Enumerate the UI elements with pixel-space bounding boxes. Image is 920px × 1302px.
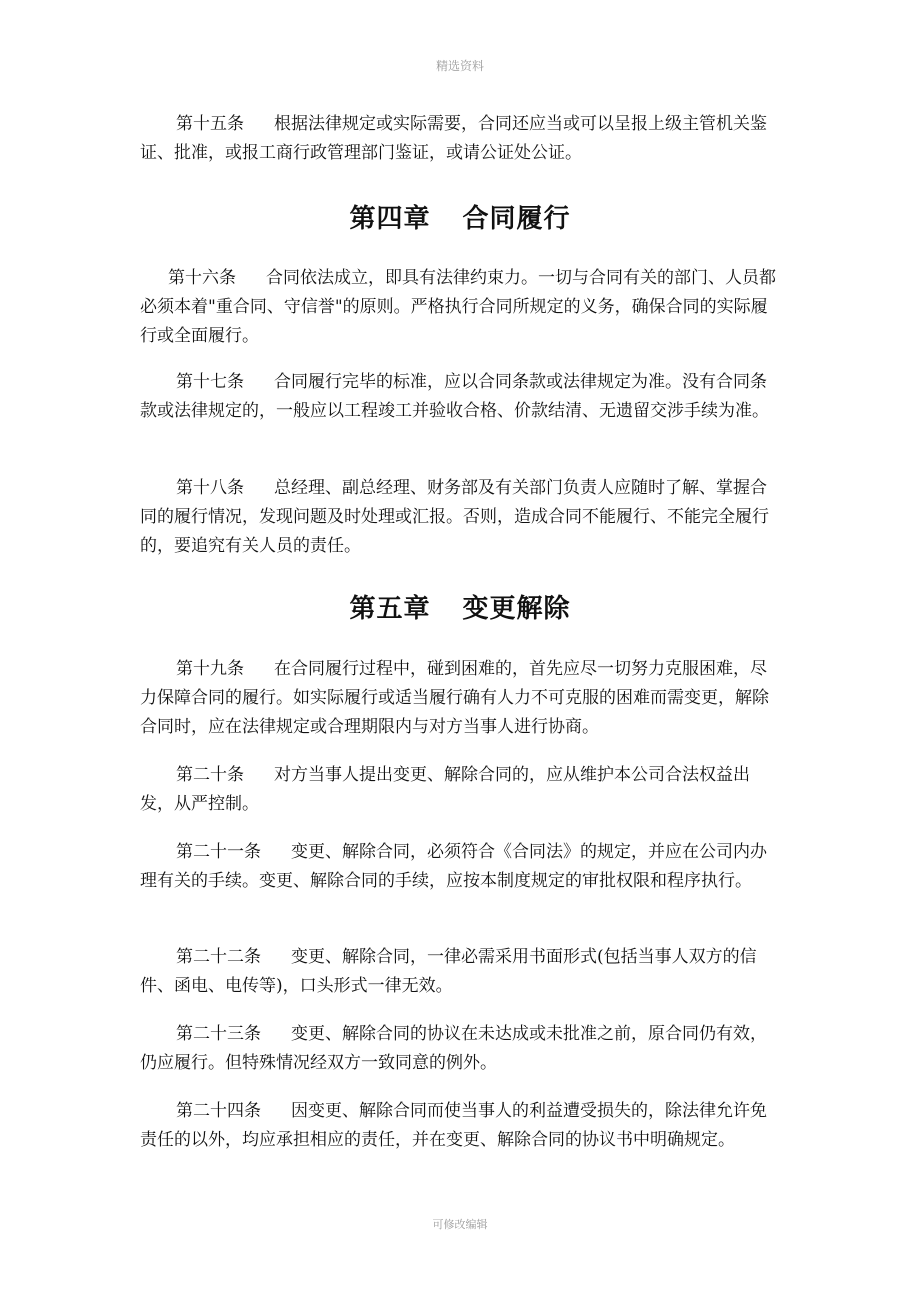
article-22 — [140, 943, 780, 1001]
page-header: 精选资料 — [435, 59, 484, 73]
chapter-number: 第四章 — [349, 204, 431, 234]
article-text: 变更、解除合同的协议在未达成或未批准之前，原合同仍有效，仍应履行。但特殊情况经双方一致同意的例外。 — [140, 1024, 767, 1073]
article-number: 第二十条 — [176, 765, 244, 785]
chapter-title: 变更解除 — [462, 594, 571, 624]
article-17 — [140, 368, 780, 426]
article-text: 总经理、副总经理、财务部及有关部门负责人应随时了解、掌握合同的履行情况，发现问题及时处理或汇报。否则，造成合同不能履行、不能完全履行的，要追究有关人员的责任。 — [140, 478, 769, 556]
article-number: 第十六条 — [168, 268, 236, 288]
chapter-number: 第五章 — [349, 594, 431, 624]
article-number: 第十八条 — [176, 478, 244, 498]
article-text: 合同依法成立，即具有法律约束力。一切与合同有关的部门、人员都必须本着"重合同、守信誉"的原则。严格执行合同所规定的义务，确保合同的实际履行或全面履行。 — [140, 268, 776, 346]
article-24 — [140, 1097, 780, 1155]
article-20 — [140, 761, 780, 819]
chapter-title: 合同履行 — [462, 204, 571, 234]
article-text: 变更、解除合同，一律必需采用书面形式(包括当事人双方的信件、函电、电传等)，口头形式一律无效。 — [140, 947, 757, 996]
article-number: 第二十二条 — [176, 947, 261, 967]
article-text: 根据法律规定或实际需要，合同还应当或可以呈报上级主管机关鉴证、批准，或报工商行政管理部门鉴证，或请公证处公证。 — [140, 114, 767, 163]
chapter-5-heading — [0, 588, 920, 625]
article-number: 第二十一条 — [176, 842, 261, 862]
article-number: 第十九条 — [176, 659, 244, 679]
article-text: 在合同履行过程中，碰到困难的，首先应尽一切努力克服困难，尽力保障合同的履行。如实际履行或适当履行确有人力不可克服的困难而需变更，解除合同时，应在法律规定或合理期限内与对方当事人进行协商。 — [140, 659, 769, 737]
article-number: 第二十三条 — [176, 1024, 261, 1044]
article-16 — [140, 264, 780, 351]
chapter-4-heading — [0, 198, 920, 235]
article-18 — [140, 474, 780, 561]
article-21 — [140, 838, 780, 896]
article-number: 第二十四条 — [176, 1101, 261, 1121]
article-text: 对方当事人提出变更、解除合同的，应从维护本公司合法权益出发，从严控制。 — [140, 765, 750, 814]
article-text: 变更、解除合同，必须符合《合同法》的规定，并应在公司内办理有关的手续。变更、解除合同的手续，应按本制度规定的审批权限和程序执行。 — [140, 842, 767, 891]
page-footer: 可修改编辑 — [432, 1218, 488, 1231]
article-23 — [140, 1020, 780, 1078]
article-15 — [140, 110, 780, 168]
article-text: 合同履行完毕的标准，应以合同条款或法律规定为准。没有合同条款或法律规定的，一般应以工程竣工并验收合格、价款结清、无遗留交涉手续为准。 — [140, 372, 769, 421]
article-text: 因变更、解除合同而使当事人的利益遭受损失的，除法律允许免责任的以外，均应承担相应的责任，并在变更、解除合同的协议书中明确规定。 — [140, 1101, 767, 1150]
article-19 — [140, 655, 780, 742]
article-number: 第十五条 — [176, 114, 244, 134]
article-number: 第十七条 — [176, 372, 244, 392]
